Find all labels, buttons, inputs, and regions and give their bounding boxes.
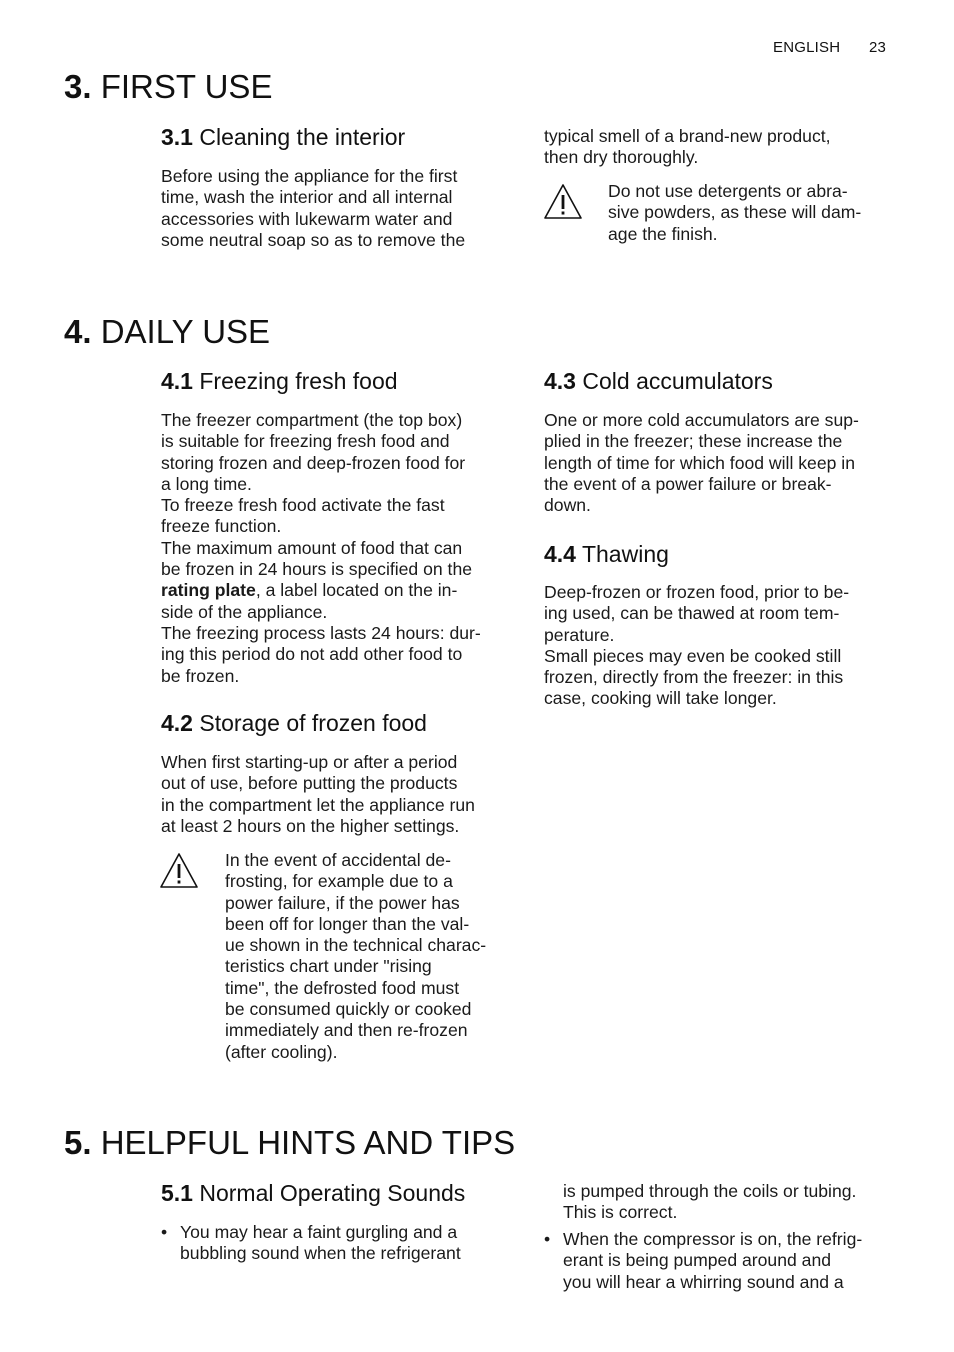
text-line: at least 2 hours on the higher settings. xyxy=(161,815,460,836)
section-3-heading xyxy=(64,68,272,106)
text-line: be frozen. xyxy=(161,665,240,686)
paragraph-cold-accumulators xyxy=(544,410,859,516)
section-number: 4. xyxy=(64,313,92,350)
text-line: Before using the appliance for the first xyxy=(161,166,458,186)
section-title: FIRST USE xyxy=(100,68,273,105)
text-line: ing this period do not add other food to xyxy=(161,644,463,665)
text-line: This is correct. xyxy=(563,1202,678,1223)
text-line: Small pieces may even be cooked still xyxy=(544,645,842,666)
text-line: frosting, for example due to a xyxy=(225,871,453,892)
text-line: ing used, can be thawed at room tem- xyxy=(544,603,840,624)
section-number: 5. xyxy=(64,1124,92,1161)
subsection-number: 3.1 xyxy=(161,124,193,150)
text-line: The freezer compartment (the top box) xyxy=(161,410,463,430)
text-line: the event of a power failure or break- xyxy=(544,473,832,494)
text-line: perature. xyxy=(544,624,615,645)
paragraph-storage xyxy=(161,752,475,837)
text-line: storing frozen and deep-frozen food for xyxy=(161,452,466,473)
subsection-title: Cleaning the interior xyxy=(199,124,406,150)
warning-icon xyxy=(159,852,199,890)
text-line: age the finish. xyxy=(608,223,718,244)
paragraph-freezing xyxy=(161,410,481,687)
list-item-bullet-1-continued xyxy=(563,1181,856,1224)
text-line: accessories with lukewarm water and xyxy=(161,208,453,229)
text-line: frozen, directly from the freezer: in this xyxy=(544,667,844,688)
text-line: time, wash the interior and all internal xyxy=(161,187,453,208)
header-page-number: 23 xyxy=(869,39,887,56)
text-line: Do not use detergents or abra- xyxy=(608,181,848,201)
text-line: ue shown in the technical charac- xyxy=(225,935,487,956)
text-line: case, cooking will take longer. xyxy=(544,688,777,709)
section-4-heading xyxy=(64,313,270,351)
bullet-icon: • xyxy=(544,1229,551,1249)
text-line: out of use, before putting the products xyxy=(161,773,458,794)
text-line: you will hear a whirring sound and a xyxy=(563,1271,844,1292)
subsection-number: 5.1 xyxy=(161,1180,193,1206)
header-language: ENGLISH xyxy=(773,39,841,56)
section-5-heading xyxy=(64,1124,515,1162)
list-item-bullet-1 xyxy=(161,1222,461,1265)
paragraph-thawing xyxy=(544,582,849,710)
subsection-number: 4.3 xyxy=(544,368,576,394)
paragraph-cleaning-left xyxy=(161,166,465,251)
section-title: HELPFUL HINTS AND TIPS xyxy=(100,1124,516,1161)
subsection-4-2-heading xyxy=(161,710,427,737)
text-line: One or more cold accumulators are sup- xyxy=(544,410,859,430)
text-line: length of time for which food will keep in xyxy=(544,452,855,473)
text-line: be frozen in 24 hours is specified on the xyxy=(161,559,473,580)
text-line: a long time. xyxy=(161,473,252,494)
subsection-number: 4.1 xyxy=(161,368,193,394)
subsection-title: Freezing fresh food xyxy=(199,368,398,394)
subsection-number: 4.2 xyxy=(161,710,193,736)
text-line: time", the defrosted food must xyxy=(225,977,460,998)
section-title: DAILY USE xyxy=(100,313,271,350)
subsection-number: 4.4 xyxy=(544,541,576,567)
text-line: The maximum amount of food that can xyxy=(161,537,463,558)
text-line: When first starting-up or after a period xyxy=(161,752,458,772)
text-line: Deep-frozen or frozen food, prior to be- xyxy=(544,582,850,602)
text-line: In the event of accidental de- xyxy=(225,850,451,870)
text-line: power failure, if the power has xyxy=(225,892,460,913)
rating-plate-term: rating plate xyxy=(161,580,256,601)
text-line: down. xyxy=(544,495,591,516)
text-line: To freeze fresh food activate the fast xyxy=(161,495,445,516)
warning-text-detergents xyxy=(608,181,861,245)
text-line: been off for longer than the val- xyxy=(225,913,470,934)
text-line: The freezing process lasts 24 hours: dur- xyxy=(161,622,481,643)
warning-icon xyxy=(543,183,583,221)
text-line: bubbling sound when the refrigerant xyxy=(180,1243,461,1264)
section-number: 3. xyxy=(64,68,92,105)
text-line: plied in the freezer; these increase the xyxy=(544,431,843,452)
text-line: immediately and then re-frozen xyxy=(225,1020,468,1041)
text-line: sive powders, as these will dam- xyxy=(608,202,862,223)
subsection-5-1-heading xyxy=(161,1180,465,1207)
subsection-4-1-heading xyxy=(161,368,398,395)
text-line: side of the appliance. xyxy=(161,601,328,622)
text-fragment: , a label located on the in- xyxy=(255,580,458,601)
text-line: is suitable for freezing fresh food and xyxy=(161,431,450,452)
text-line: in the compartment let the appliance run xyxy=(161,794,475,815)
text-line: typical smell of a brand-new product, xyxy=(544,126,831,146)
text-line xyxy=(161,580,481,601)
text-line: erant is being pumped around and xyxy=(563,1250,832,1271)
text-line: When the compressor is on, the refrig- xyxy=(563,1229,863,1249)
subsection-title: Storage of frozen food xyxy=(199,710,427,736)
list-item-bullet-2 xyxy=(544,1229,862,1293)
text-line: You may hear a faint gurgling and a xyxy=(180,1222,458,1242)
paragraph-cleaning-right xyxy=(544,126,831,169)
subsection-title: Cold accumulators xyxy=(582,368,773,394)
text-line: freeze function. xyxy=(161,516,282,537)
text-line: (after cooling). xyxy=(225,1041,338,1062)
text-line: is pumped through the coils or tubing. xyxy=(563,1181,857,1201)
warning-text-defrosting xyxy=(225,850,486,1063)
subsection-4-4-heading xyxy=(544,541,669,568)
subsection-4-3-heading xyxy=(544,368,773,395)
subsection-3-1-heading xyxy=(161,124,405,151)
text-line: be consumed quickly or cooked xyxy=(225,999,472,1020)
text-line: some neutral soap so as to remove the xyxy=(161,229,466,250)
text-line: then dry thoroughly. xyxy=(544,147,699,168)
subsection-title: Thawing xyxy=(581,541,669,567)
bullet-icon: • xyxy=(161,1222,168,1242)
text-line: teristics chart under "rising xyxy=(225,956,432,977)
subsection-title: Normal Operating Sounds xyxy=(199,1180,466,1206)
